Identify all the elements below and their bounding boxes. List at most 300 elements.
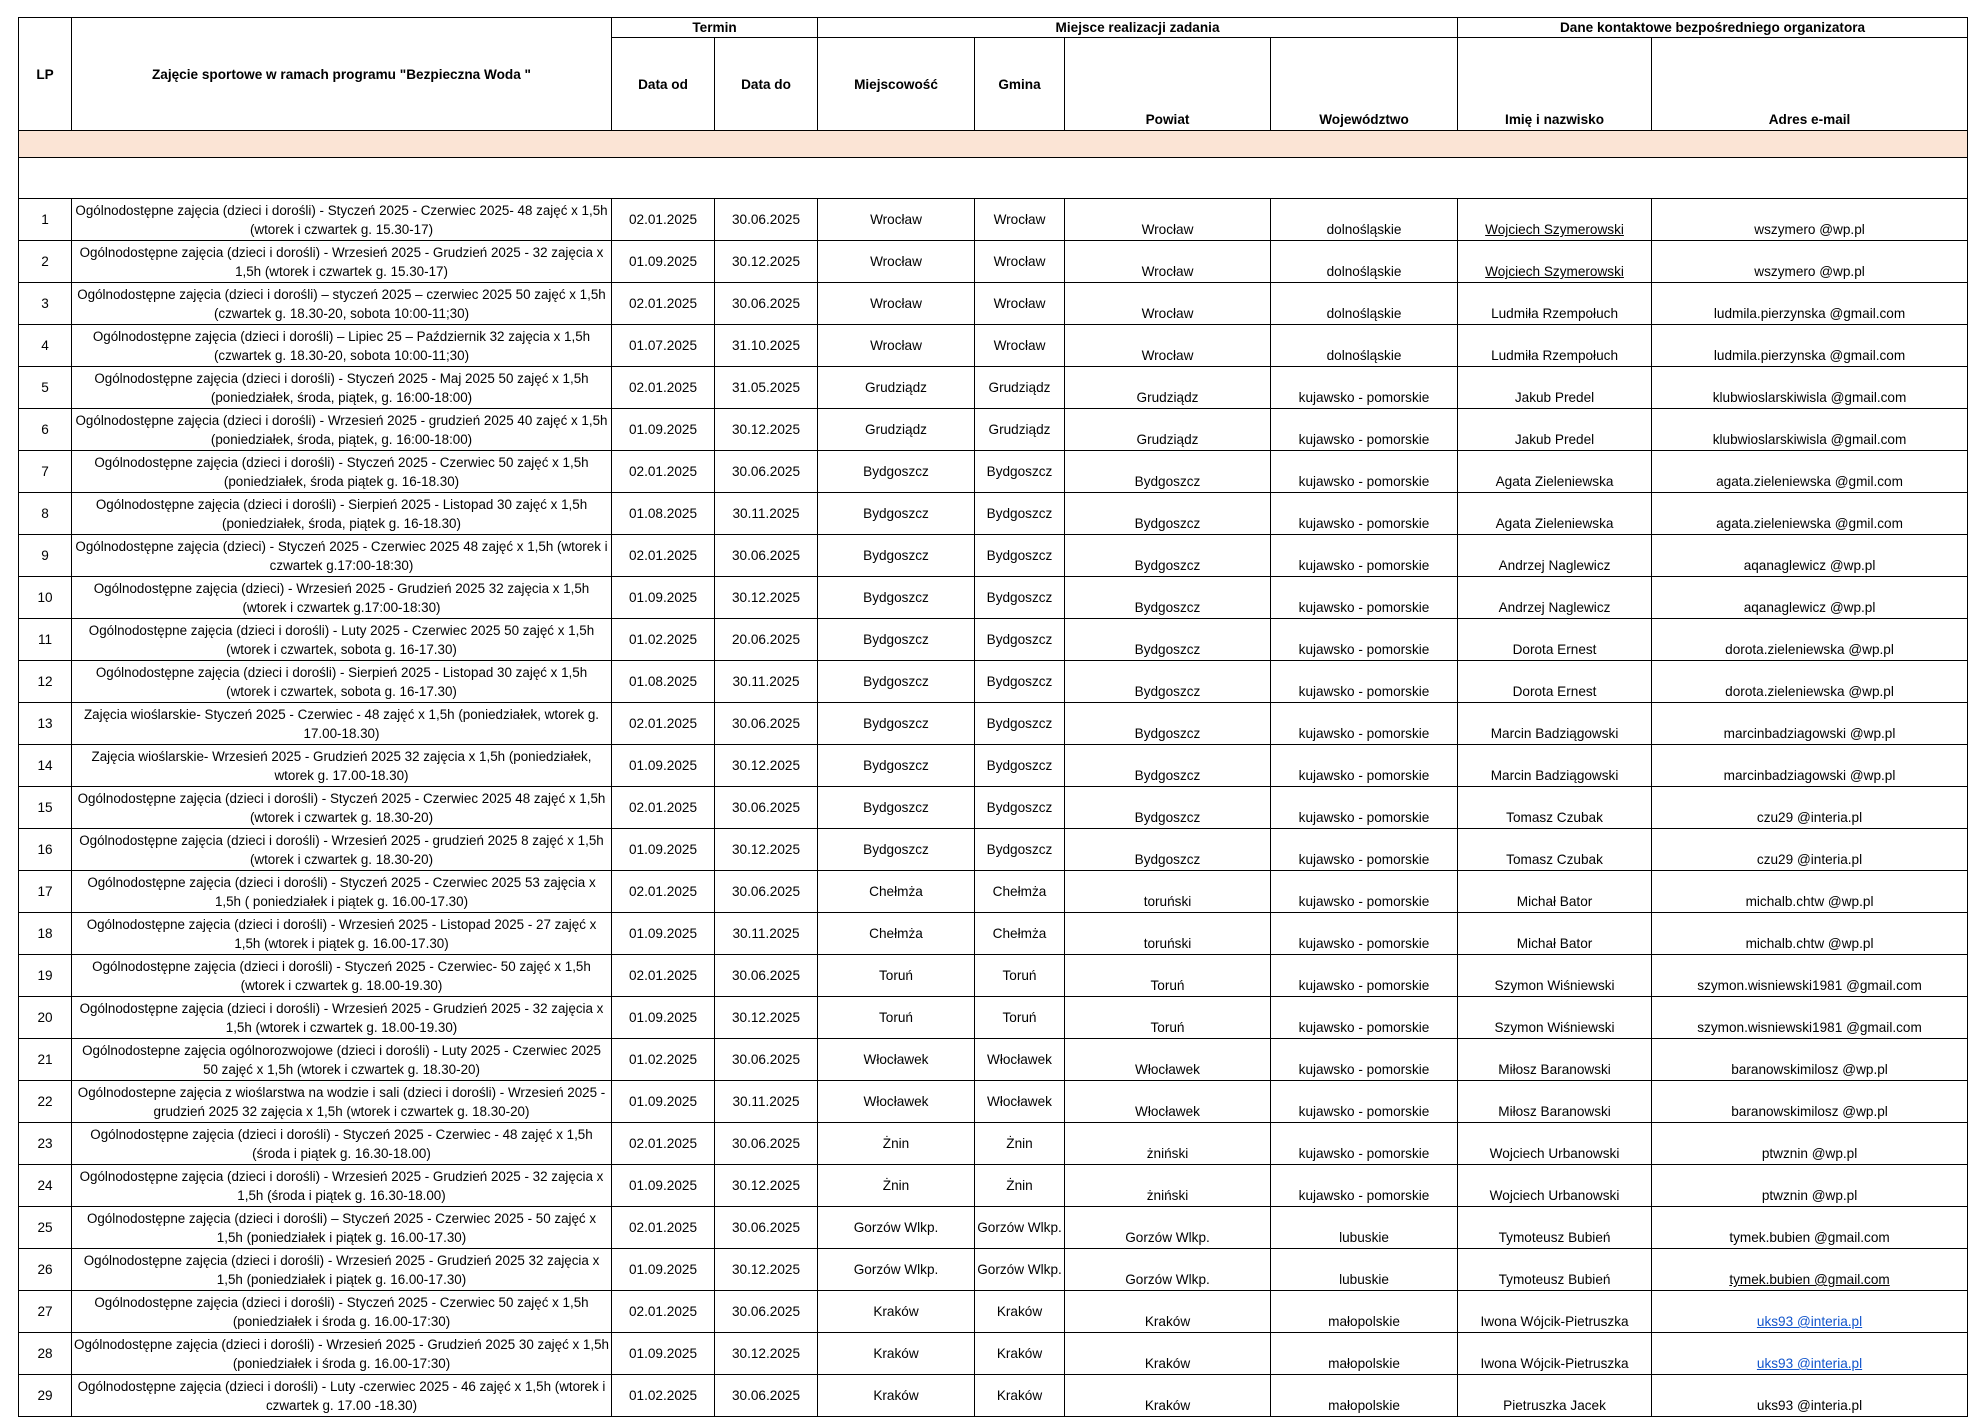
cell-gmina[interactable]: Bydgoszcz <box>975 535 1065 577</box>
cell-email[interactable]: michalb.chtw @wp.pl <box>1652 871 1968 913</box>
cell-miejscowosc[interactable]: Bydgoszcz <box>818 493 975 535</box>
cell-activity[interactable]: Ogólnodostępne zajęcia (dzieci i dorośli) - Styczeń 2025 - Czerwiec- 50 zajęć x 1,5h (wtorek i czwartek g. 18.00-19.30) <box>72 955 612 997</box>
cell-imie[interactable]: Ludmiła Rzempołuch <box>1458 283 1652 325</box>
cell-data-od[interactable]: 01.09.2025 <box>612 1333 715 1375</box>
cell-data-od[interactable]: 01.09.2025 <box>612 241 715 283</box>
cell-imie[interactable]: Andrzej Naglewicz <box>1458 535 1652 577</box>
cell-gmina[interactable]: Bydgoszcz <box>975 493 1065 535</box>
cell-powiat[interactable]: Bydgoszcz <box>1065 829 1271 871</box>
cell-data-do[interactable]: 30.11.2025 <box>715 661 818 703</box>
cell-miejscowosc[interactable]: Grudziądz <box>818 367 975 409</box>
cell-email[interactable]: tymek.bubien @gmail.com <box>1652 1207 1968 1249</box>
cell-lp[interactable]: 24 <box>19 1165 72 1207</box>
group-miejsce[interactable]: Miejsce realizacji zadania <box>818 18 1458 38</box>
cell-activity[interactable]: Ogólnodostępne zajęcia (dzieci) - Wrzesień 2025 - Grudzień 2025 32 zajęcia x 1,5h (wtorek i czwartek g.17:00-18:30) <box>72 577 612 619</box>
cell-lp[interactable]: 13 <box>19 703 72 745</box>
cell-data-od[interactable]: 02.01.2025 <box>612 1291 715 1333</box>
cell-data-do[interactable]: 30.06.2025 <box>715 451 818 493</box>
cell-data-od[interactable]: 01.02.2025 <box>612 1039 715 1081</box>
table-row[interactable] <box>19 829 1968 871</box>
cell-lp[interactable]: 27 <box>19 1291 72 1333</box>
cell-data-do[interactable]: 30.12.2025 <box>715 997 818 1039</box>
cell-data-do[interactable]: 30.06.2025 <box>715 283 818 325</box>
cell-data-do[interactable]: 30.12.2025 <box>715 577 818 619</box>
cell-miejscowosc[interactable]: Bydgoszcz <box>818 661 975 703</box>
cell-lp[interactable]: 17 <box>19 871 72 913</box>
table-row[interactable] <box>19 1207 1968 1249</box>
cell-gmina[interactable]: Wrocław <box>975 241 1065 283</box>
cell-gmina[interactable]: Gorzów Wlkp. <box>975 1207 1065 1249</box>
cell-wojewodztwo[interactable]: kujawsko - pomorskie <box>1271 1081 1458 1123</box>
cell-data-do[interactable]: 30.06.2025 <box>715 955 818 997</box>
cell-wojewodztwo[interactable]: kujawsko - pomorskie <box>1271 787 1458 829</box>
cell-gmina[interactable]: Wrocław <box>975 199 1065 241</box>
cell-imie[interactable]: Agata Zieleniewska <box>1458 451 1652 493</box>
cell-email[interactable]: czu29 @interia.pl <box>1652 829 1968 871</box>
cell-email[interactable]: wszymero @wp.pl <box>1652 199 1968 241</box>
cell-powiat[interactable]: żniński <box>1065 1165 1271 1207</box>
table-row[interactable] <box>19 661 1968 703</box>
cell-activity[interactable]: Ogólnodostępne zajęcia (dzieci i dorośli) – styczeń 2025 – czerwiec 2025 50 zajęć x 1,5h (czwartek g. 18.30-20, sobota 10:00-11;30) <box>72 283 612 325</box>
cell-email[interactable]: klubwioslarskiwisla @gmail.com <box>1652 367 1968 409</box>
col-miejscowosc[interactable]: Miejscowość <box>818 38 975 131</box>
cell-gmina[interactable]: Bydgoszcz <box>975 829 1065 871</box>
cell-data-do[interactable]: 30.12.2025 <box>715 745 818 787</box>
table-row[interactable] <box>19 1123 1968 1165</box>
cell-imie[interactable]: Pietruszka Jacek <box>1458 1375 1652 1417</box>
cell-lp[interactable]: 4 <box>19 325 72 367</box>
table-row[interactable] <box>19 199 1968 241</box>
cell-data-do[interactable]: 30.06.2025 <box>715 199 818 241</box>
cell-wojewodztwo[interactable]: lubuskie <box>1271 1207 1458 1249</box>
cell-gmina[interactable]: Grudziądz <box>975 409 1065 451</box>
cell-powiat[interactable]: toruński <box>1065 913 1271 955</box>
cell-activity[interactable]: Ogólnodostępne zajęcia (dzieci i dorośli) - Styczeń 2025 - Czerwiec 2025 48 zajęć x 1,5h (wtorek i czwartek g. 18.30-20) <box>72 787 612 829</box>
table-row[interactable] <box>19 745 1968 787</box>
cell-powiat[interactable]: Bydgoszcz <box>1065 745 1271 787</box>
cell-gmina[interactable]: Toruń <box>975 997 1065 1039</box>
col-activity[interactable]: Zajęcie sportowe w ramach programu "Bezpieczna Woda " <box>72 18 612 131</box>
cell-data-do[interactable]: 30.06.2025 <box>715 535 818 577</box>
cell-gmina[interactable]: Bydgoszcz <box>975 619 1065 661</box>
table-row[interactable] <box>19 1165 1968 1207</box>
cell-wojewodztwo[interactable]: małopolskie <box>1271 1291 1458 1333</box>
cell-gmina[interactable]: Żnin <box>975 1123 1065 1165</box>
cell-activity[interactable]: Ogólnodostępne zajęcia (dzieci i dorośli) - Wrzesień 2025 - Grudzień 2025 - 32 zajęcia x 1,5h (środa i piątek g. 16.30-18.00) <box>72 1165 612 1207</box>
cell-powiat[interactable]: Wrocław <box>1065 199 1271 241</box>
cell-data-od[interactable]: 02.01.2025 <box>612 703 715 745</box>
cell-miejscowosc[interactable]: Gorzów Wlkp. <box>818 1249 975 1291</box>
cell-miejscowosc[interactable]: Włocławek <box>818 1039 975 1081</box>
table-row[interactable] <box>19 1333 1968 1375</box>
cell-wojewodztwo[interactable]: kujawsko - pomorskie <box>1271 619 1458 661</box>
cell-email[interactable]: marcinbadziagowski @wp.pl <box>1652 703 1968 745</box>
cell-lp[interactable]: 29 <box>19 1375 72 1417</box>
cell-miejscowosc[interactable]: Bydgoszcz <box>818 829 975 871</box>
cell-data-do[interactable]: 30.11.2025 <box>715 913 818 955</box>
cell-lp[interactable]: 3 <box>19 283 72 325</box>
col-lp[interactable]: LP <box>19 18 72 131</box>
cell-powiat[interactable]: Grudziądz <box>1065 367 1271 409</box>
cell-gmina[interactable]: Grudziądz <box>975 367 1065 409</box>
cell-activity[interactable]: Zajęcia wioślarskie- Wrzesień 2025 - Grudzień 2025 32 zajęcia x 1,5h (poniedziałek, wtorek g. 17.00-18.30) <box>72 745 612 787</box>
cell-powiat[interactable]: Kraków <box>1065 1291 1271 1333</box>
cell-powiat[interactable]: Toruń <box>1065 955 1271 997</box>
table-row[interactable] <box>19 955 1968 997</box>
cell-data-od[interactable]: 02.01.2025 <box>612 1207 715 1249</box>
cell-wojewodztwo[interactable]: dolnośląskie <box>1271 283 1458 325</box>
cell-miejscowosc[interactable]: Gorzów Wlkp. <box>818 1207 975 1249</box>
cell-data-od[interactable]: 01.07.2025 <box>612 325 715 367</box>
cell-activity[interactable]: Ogólnodostępne zajęcia (dzieci i dorośli) - Luty -czerwiec 2025 - 46 zajęć x 1,5h (wtorek i czwartek g. 17.00 -18.30) <box>72 1375 612 1417</box>
cell-imie[interactable]: Wojciech Szymerowski <box>1458 241 1652 283</box>
cell-data-do[interactable]: 30.12.2025 <box>715 829 818 871</box>
table-row[interactable] <box>19 913 1968 955</box>
table-row[interactable] <box>19 409 1968 451</box>
cell-gmina[interactable]: Kraków <box>975 1375 1065 1417</box>
cell-data-do[interactable]: 30.06.2025 <box>715 1207 818 1249</box>
cell-lp[interactable]: 20 <box>19 997 72 1039</box>
cell-miejscowosc[interactable]: Wrocław <box>818 283 975 325</box>
cell-miejscowosc[interactable]: Bydgoszcz <box>818 577 975 619</box>
cell-lp[interactable]: 5 <box>19 367 72 409</box>
cell-gmina[interactable]: Bydgoszcz <box>975 451 1065 493</box>
cell-powiat[interactable]: Wrocław <box>1065 325 1271 367</box>
cell-activity[interactable]: Ogólnodostepne zajęcia z wioślarstwa na wodzie i sali (dzieci i dorośli) - Wrzesień 2025 - grudzień 2025 32 zajęcia x 1,5h (wtorek i czwartek g. 18.30-20) <box>72 1081 612 1123</box>
table-row[interactable] <box>19 283 1968 325</box>
cell-email[interactable]: tymek.bubien @gmail.com <box>1652 1249 1968 1291</box>
cell-data-od[interactable]: 02.01.2025 <box>612 787 715 829</box>
cell-data-do[interactable]: 20.06.2025 <box>715 619 818 661</box>
cell-miejscowosc[interactable]: Bydgoszcz <box>818 745 975 787</box>
cell-wojewodztwo[interactable]: kujawsko - pomorskie <box>1271 409 1458 451</box>
cell-activity[interactable]: Ogólnodostepne zajęcia ogólnorozwojowe (dzieci i dorośli) - Luty 2025 - Czerwiec 2025 50 zajęć x 1,5h (wtorek i czwartek g. 18.30-20) <box>72 1039 612 1081</box>
group-dane[interactable]: Dane kontaktowe bezpośredniego organizatora <box>1458 18 1968 38</box>
cell-miejscowosc[interactable]: Włocławek <box>818 1081 975 1123</box>
cell-activity[interactable]: Ogólnodostępne zajęcia (dzieci) - Styczeń 2025 - Czerwiec 2025 48 zajęć x 1,5h (wtorek i czwartek g.17:00-18:30) <box>72 535 612 577</box>
cell-miejscowosc[interactable]: Wrocław <box>818 325 975 367</box>
cell-miejscowosc[interactable]: Grudziądz <box>818 409 975 451</box>
cell-activity[interactable]: Ogólnodostępne zajęcia (dzieci i dorośli) - Wrzesień 2025 - Grudzień 2025 30 zajęć x 1,5h (poniedziałek i środa g. 16.00-17:30) <box>72 1333 612 1375</box>
cell-imie[interactable]: Marcin Badziągowski <box>1458 703 1652 745</box>
cell-lp[interactable]: 28 <box>19 1333 72 1375</box>
cell-gmina[interactable]: Bydgoszcz <box>975 703 1065 745</box>
cell-email[interactable]: szymon.wisniewski1981 @gmail.com <box>1652 955 1968 997</box>
cell-activity[interactable]: Ogólnodostępne zajęcia (dzieci i dorośli) - Styczeń 2025 - Czerwiec 50 zajęć x 1,5h (poniedziałek i środa g. 16.00-17:30) <box>72 1291 612 1333</box>
cell-imie[interactable]: Tomasz Czubak <box>1458 829 1652 871</box>
cell-email[interactable]: czu29 @interia.pl <box>1652 787 1968 829</box>
cell-powiat[interactable]: Gorzów Wlkp. <box>1065 1249 1271 1291</box>
cell-powiat[interactable]: Bydgoszcz <box>1065 703 1271 745</box>
table-row[interactable] <box>19 577 1968 619</box>
cell-data-od[interactable]: 01.09.2025 <box>612 1081 715 1123</box>
cell-wojewodztwo[interactable]: kujawsko - pomorskie <box>1271 997 1458 1039</box>
cell-data-od[interactable]: 01.09.2025 <box>612 409 715 451</box>
cell-miejscowosc[interactable]: Bydgoszcz <box>818 787 975 829</box>
cell-gmina[interactable]: Bydgoszcz <box>975 577 1065 619</box>
cell-wojewodztwo[interactable]: małopolskie <box>1271 1333 1458 1375</box>
cell-email[interactable]: wszymero @wp.pl <box>1652 241 1968 283</box>
cell-email[interactable]: uks93 @interia.pl <box>1652 1375 1968 1417</box>
cell-lp[interactable]: 12 <box>19 661 72 703</box>
cell-miejscowosc[interactable]: Bydgoszcz <box>818 703 975 745</box>
cell-activity[interactable]: Ogólnodostępne zajęcia (dzieci i dorośli) - Styczeń 2025 - Czerwiec 50 zajęć x 1,5h (poniedziałek, środa piątek g. 16-18.30) <box>72 451 612 493</box>
cell-gmina[interactable]: Kraków <box>975 1333 1065 1375</box>
cell-email[interactable]: aqanaglewicz @wp.pl <box>1652 577 1968 619</box>
cell-powiat[interactable]: Wrocław <box>1065 283 1271 325</box>
cell-imie[interactable]: Jakub Predel <box>1458 409 1652 451</box>
cell-data-od[interactable]: 02.01.2025 <box>612 955 715 997</box>
group-termin[interactable]: Termin <box>612 18 818 38</box>
cell-powiat[interactable]: Toruń <box>1065 997 1271 1039</box>
table-row[interactable] <box>19 241 1968 283</box>
table-row[interactable] <box>19 1249 1968 1291</box>
cell-gmina[interactable]: Chełmża <box>975 871 1065 913</box>
cell-data-od[interactable]: 01.02.2025 <box>612 1375 715 1417</box>
cell-gmina[interactable]: Gorzów Wlkp. <box>975 1249 1065 1291</box>
cell-lp[interactable]: 22 <box>19 1081 72 1123</box>
cell-imie[interactable]: Jakub Predel <box>1458 367 1652 409</box>
cell-lp[interactable]: 6 <box>19 409 72 451</box>
cell-wojewodztwo[interactable]: kujawsko - pomorskie <box>1271 745 1458 787</box>
cell-miejscowosc[interactable]: Bydgoszcz <box>818 535 975 577</box>
cell-wojewodztwo[interactable]: kujawsko - pomorskie <box>1271 451 1458 493</box>
cell-miejscowosc[interactable]: Chełmża <box>818 871 975 913</box>
cell-powiat[interactable]: Bydgoszcz <box>1065 577 1271 619</box>
cell-lp[interactable]: 8 <box>19 493 72 535</box>
cell-imie[interactable]: Ludmiła Rzempołuch <box>1458 325 1652 367</box>
cell-lp[interactable]: 16 <box>19 829 72 871</box>
cell-activity[interactable]: Ogólnodostępne zajęcia (dzieci i dorośli) - Luty 2025 - Czerwiec 2025 50 zajęć x 1,5h (wtorek i czwartek, sobota g. 16-17.30) <box>72 619 612 661</box>
cell-lp[interactable]: 18 <box>19 913 72 955</box>
cell-data-od[interactable]: 01.09.2025 <box>612 1165 715 1207</box>
col-gmina[interactable]: Gmina <box>975 38 1065 131</box>
cell-imie[interactable]: Miłosz Baranowski <box>1458 1039 1652 1081</box>
cell-data-od[interactable]: 01.09.2025 <box>612 1249 715 1291</box>
cell-gmina[interactable]: Włocławek <box>975 1039 1065 1081</box>
cell-wojewodztwo[interactable]: lubuskie <box>1271 1249 1458 1291</box>
cell-email[interactable]: marcinbadziagowski @wp.pl <box>1652 745 1968 787</box>
cell-lp[interactable]: 21 <box>19 1039 72 1081</box>
cell-data-od[interactable]: 01.09.2025 <box>612 577 715 619</box>
cell-gmina[interactable]: Toruń <box>975 955 1065 997</box>
cell-data-od[interactable]: 02.01.2025 <box>612 451 715 493</box>
cell-powiat[interactable]: Bydgoszcz <box>1065 535 1271 577</box>
cell-powiat[interactable]: Wrocław <box>1065 241 1271 283</box>
cell-imie[interactable]: Andrzej Naglewicz <box>1458 577 1652 619</box>
cell-data-do[interactable]: 31.10.2025 <box>715 325 818 367</box>
cell-wojewodztwo[interactable]: kujawsko - pomorskie <box>1271 661 1458 703</box>
cell-gmina[interactable]: Wrocław <box>975 325 1065 367</box>
cell-gmina[interactable]: Żnin <box>975 1165 1065 1207</box>
cell-powiat[interactable]: Bydgoszcz <box>1065 451 1271 493</box>
cell-wojewodztwo[interactable]: kujawsko - pomorskie <box>1271 871 1458 913</box>
cell-data-od[interactable]: 01.08.2025 <box>612 493 715 535</box>
cell-data-od[interactable]: 01.09.2025 <box>612 829 715 871</box>
col-email[interactable]: Adres e-mail <box>1652 38 1968 131</box>
table-row[interactable] <box>19 619 1968 661</box>
cell-email[interactable]: szymon.wisniewski1981 @gmail.com <box>1652 997 1968 1039</box>
cell-powiat[interactable]: żniński <box>1065 1123 1271 1165</box>
cell-data-od[interactable]: 02.01.2025 <box>612 535 715 577</box>
cell-activity[interactable]: Zajęcia wioślarskie- Styczeń 2025 - Czerwiec - 48 zajęć x 1,5h (poniedziałek, wtorek g. 17.00-18.30) <box>72 703 612 745</box>
cell-data-do[interactable]: 31.05.2025 <box>715 367 818 409</box>
cell-lp[interactable]: 2 <box>19 241 72 283</box>
cell-data-od[interactable]: 02.01.2025 <box>612 283 715 325</box>
cell-data-do[interactable]: 30.11.2025 <box>715 1081 818 1123</box>
cell-activity[interactable]: Ogólnodostępne zajęcia (dzieci i dorośli) - Wrzesień 2025 - grudzień 2025 40 zajęć x 1,5h (poniedziałek, środa, piątek, g. 16:00-18:00) <box>72 409 612 451</box>
cell-gmina[interactable]: Chełmża <box>975 913 1065 955</box>
cell-wojewodztwo[interactable]: kujawsko - pomorskie <box>1271 829 1458 871</box>
col-wojewodztwo[interactable]: Województwo <box>1271 38 1458 131</box>
cell-imie[interactable]: Michał Bator <box>1458 913 1652 955</box>
cell-activity[interactable]: Ogólnodostępne zajęcia (dzieci i dorośli) – Lipiec 25 – Październik 32 zajęcia x 1,5h (czwartek g. 18.30-20, sobota 10:00-11;30) <box>72 325 612 367</box>
cell-gmina[interactable]: Bydgoszcz <box>975 661 1065 703</box>
cell-imie[interactable]: Dorota Ernest <box>1458 661 1652 703</box>
cell-wojewodztwo[interactable]: dolnośląskie <box>1271 241 1458 283</box>
cell-data-od[interactable]: 01.09.2025 <box>612 913 715 955</box>
cell-imie[interactable]: Wojciech Szymerowski <box>1458 199 1652 241</box>
col-data-od[interactable]: Data od <box>612 38 715 131</box>
cell-powiat[interactable]: Włocławek <box>1065 1039 1271 1081</box>
cell-wojewodztwo[interactable]: małopolskie <box>1271 1375 1458 1417</box>
table-row[interactable] <box>19 871 1968 913</box>
cell-imie[interactable]: Wojciech Urbanowski <box>1458 1123 1652 1165</box>
cell-gmina[interactable]: Bydgoszcz <box>975 787 1065 829</box>
cell-email[interactable]: ptwznin @wp.pl <box>1652 1165 1968 1207</box>
cell-wojewodztwo[interactable]: kujawsko - pomorskie <box>1271 1039 1458 1081</box>
cell-miejscowosc[interactable]: Wrocław <box>818 241 975 283</box>
cell-data-do[interactable]: 30.06.2025 <box>715 871 818 913</box>
cell-imie[interactable]: Tomasz Czubak <box>1458 787 1652 829</box>
cell-email[interactable]: aqanaglewicz @wp.pl <box>1652 535 1968 577</box>
cell-email[interactable]: ludmila.pierzynska @gmail.com <box>1652 325 1968 367</box>
cell-imie[interactable]: Miłosz Baranowski <box>1458 1081 1652 1123</box>
cell-activity[interactable]: Ogólnodostępne zajęcia (dzieci i dorośli) - Wrzesień 2025 - Grudzień 2025 32 zajęcia x 1,5h (poniedziałek i piątek g. 16.00-17.30) <box>72 1249 612 1291</box>
cell-wojewodztwo[interactable]: kujawsko - pomorskie <box>1271 955 1458 997</box>
cell-lp[interactable]: 11 <box>19 619 72 661</box>
cell-powiat[interactable]: toruński <box>1065 871 1271 913</box>
cell-activity[interactable]: Ogólnodostępne zajęcia (dzieci i dorośli) - Sierpień 2025 - Listopad 30 zajęć x 1,5h (wtorek i czwartek, sobota g. 16-17.30) <box>72 661 612 703</box>
table-row[interactable] <box>19 997 1968 1039</box>
col-imie[interactable]: Imię i nazwisko <box>1458 38 1652 131</box>
cell-activity[interactable]: Ogólnodostępne zajęcia (dzieci i dorośli) - Styczeń 2025 - Czerwiec - 48 zajęć x 1,5h (środa i piątek g. 16.30-18.00) <box>72 1123 612 1165</box>
table-row[interactable] <box>19 535 1968 577</box>
cell-powiat[interactable]: Kraków <box>1065 1375 1271 1417</box>
table-row[interactable] <box>19 1291 1968 1333</box>
cell-miejscowosc[interactable]: Chełmża <box>818 913 975 955</box>
cell-activity[interactable]: Ogólnodostępne zajęcia (dzieci i dorośli) - Wrzesień 2025 - Grudzień 2025 - 32 zajęcia x 1,5h (wtorek i czwartek g. 18.00-19.30) <box>72 997 612 1039</box>
cell-lp[interactable]: 19 <box>19 955 72 997</box>
cell-data-do[interactable]: 30.06.2025 <box>715 1123 818 1165</box>
cell-powiat[interactable]: Bydgoszcz <box>1065 619 1271 661</box>
cell-miejscowosc[interactable]: Kraków <box>818 1375 975 1417</box>
cell-data-od[interactable]: 02.01.2025 <box>612 1123 715 1165</box>
cell-email[interactable]: baranowskimilosz @wp.pl <box>1652 1039 1968 1081</box>
cell-activity[interactable]: Ogólnodostępne zajęcia (dzieci i dorośli) - Wrzesień 2025 - Grudzień 2025 - 32 zajęcia x 1,5h (wtorek i czwartek g. 15.30-17) <box>72 241 612 283</box>
cell-wojewodztwo[interactable]: kujawsko - pomorskie <box>1271 535 1458 577</box>
col-powiat[interactable]: Powiat <box>1065 38 1271 131</box>
cell-powiat[interactable]: Kraków <box>1065 1333 1271 1375</box>
cell-imie[interactable]: Szymon Wiśniewski <box>1458 997 1652 1039</box>
cell-lp[interactable]: 10 <box>19 577 72 619</box>
cell-miejscowosc[interactable]: Bydgoszcz <box>818 451 975 493</box>
cell-miejscowosc[interactable]: Żnin <box>818 1165 975 1207</box>
table-row[interactable] <box>19 325 1968 367</box>
cell-data-do[interactable]: 30.06.2025 <box>715 787 818 829</box>
cell-data-od[interactable]: 01.09.2025 <box>612 997 715 1039</box>
cell-data-do[interactable]: 30.12.2025 <box>715 409 818 451</box>
cell-gmina[interactable]: Wrocław <box>975 283 1065 325</box>
cell-activity[interactable]: Ogólnodostępne zajęcia (dzieci i dorośli) - Sierpień 2025 - Listopad 30 zajęć x 1,5h (poniedziałek, środa, piątek g. 16-18.30) <box>72 493 612 535</box>
cell-miejscowosc[interactable]: Żnin <box>818 1123 975 1165</box>
cell-powiat[interactable]: Bydgoszcz <box>1065 787 1271 829</box>
table-row[interactable] <box>19 787 1968 829</box>
table-row[interactable] <box>19 367 1968 409</box>
cell-wojewodztwo[interactable]: kujawsko - pomorskie <box>1271 1165 1458 1207</box>
cell-data-do[interactable]: 30.12.2025 <box>715 1165 818 1207</box>
cell-imie[interactable]: Michał Bator <box>1458 871 1652 913</box>
table-row[interactable] <box>19 1081 1968 1123</box>
cell-wojewodztwo[interactable]: kujawsko - pomorskie <box>1271 367 1458 409</box>
cell-data-do[interactable]: 30.06.2025 <box>715 1039 818 1081</box>
cell-powiat[interactable]: Bydgoszcz <box>1065 661 1271 703</box>
cell-powiat[interactable]: Gorzów Wlkp. <box>1065 1207 1271 1249</box>
cell-lp[interactable]: 7 <box>19 451 72 493</box>
cell-email[interactable]: uks93 @interia.pl <box>1652 1291 1968 1333</box>
cell-miejscowosc[interactable]: Kraków <box>818 1291 975 1333</box>
cell-data-od[interactable]: 02.01.2025 <box>612 199 715 241</box>
cell-imie[interactable]: Wojciech Urbanowski <box>1458 1165 1652 1207</box>
cell-data-od[interactable]: 02.01.2025 <box>612 871 715 913</box>
cell-data-do[interactable]: 30.12.2025 <box>715 1333 818 1375</box>
cell-miejscowosc[interactable]: Toruń <box>818 955 975 997</box>
cell-wojewodztwo[interactable]: kujawsko - pomorskie <box>1271 493 1458 535</box>
cell-lp[interactable]: 26 <box>19 1249 72 1291</box>
table-row[interactable] <box>19 703 1968 745</box>
cell-activity[interactable]: Ogólnodostępne zajęcia (dzieci i dorośli) – Styczeń 2025 - Czerwiec 2025 - 50 zajęć x 1,5h (poniedziałek i piątek g. 16.00-17.30) <box>72 1207 612 1249</box>
cell-imie[interactable]: Agata Zieleniewska <box>1458 493 1652 535</box>
cell-wojewodztwo[interactable]: kujawsko - pomorskie <box>1271 1123 1458 1165</box>
cell-lp[interactable]: 23 <box>19 1123 72 1165</box>
cell-lp[interactable]: 9 <box>19 535 72 577</box>
cell-email[interactable]: klubwioslarskiwisla @gmail.com <box>1652 409 1968 451</box>
table-row[interactable] <box>19 1039 1968 1081</box>
cell-imie[interactable]: Szymon Wiśniewski <box>1458 955 1652 997</box>
cell-data-do[interactable]: 30.12.2025 <box>715 241 818 283</box>
cell-email[interactable]: dorota.zieleniewska @wp.pl <box>1652 619 1968 661</box>
cell-email[interactable]: ptwznin @wp.pl <box>1652 1123 1968 1165</box>
cell-miejscowosc[interactable]: Wrocław <box>818 199 975 241</box>
cell-imie[interactable]: Tymoteusz Bubień <box>1458 1249 1652 1291</box>
cell-email[interactable]: dorota.zieleniewska @wp.pl <box>1652 661 1968 703</box>
cell-data-od[interactable]: 01.08.2025 <box>612 661 715 703</box>
cell-data-od[interactable]: 01.09.2025 <box>612 745 715 787</box>
cell-gmina[interactable]: Kraków <box>975 1291 1065 1333</box>
cell-powiat[interactable]: Włocławek <box>1065 1081 1271 1123</box>
cell-lp[interactable]: 14 <box>19 745 72 787</box>
cell-activity[interactable]: Ogólnodostępne zajęcia (dzieci i dorośli) - Styczeń 2025 - Maj 2025 50 zajęć x 1,5h (poniedziałek, środa, piątek, g. 16:00-18:00) <box>72 367 612 409</box>
cell-activity[interactable]: Ogólnodostępne zajęcia (dzieci i dorośli) - Styczeń 2025 - Czerwiec 2025- 48 zajęć x 1,5h (wtorek i czwartek g. 15.30-17) <box>72 199 612 241</box>
cell-lp[interactable]: 15 <box>19 787 72 829</box>
cell-wojewodztwo[interactable]: dolnośląskie <box>1271 199 1458 241</box>
cell-miejscowosc[interactable]: Kraków <box>818 1333 975 1375</box>
cell-activity[interactable]: Ogólnodostępne zajęcia (dzieci i dorośli) - Wrzesień 2025 - Listopad 2025 - 27 zajęć x 1,5h (wtorek i piątek g. 16.00-17.30) <box>72 913 612 955</box>
cell-imie[interactable]: Tymoteusz Bubień <box>1458 1207 1652 1249</box>
cell-email[interactable]: agata.zieleniewska @gmil.com <box>1652 451 1968 493</box>
cell-gmina[interactable]: Bydgoszcz <box>975 745 1065 787</box>
cell-email[interactable]: baranowskimilosz @wp.pl <box>1652 1081 1968 1123</box>
